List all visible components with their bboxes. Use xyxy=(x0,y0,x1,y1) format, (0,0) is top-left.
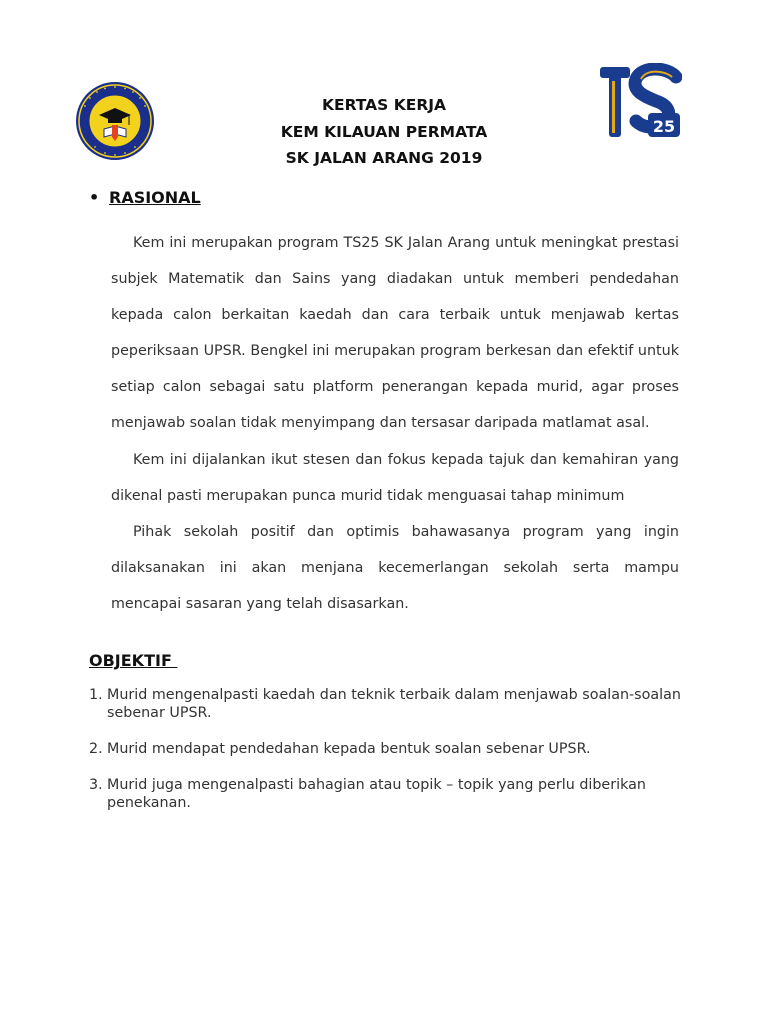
title-line-1: KERTAS KERJA xyxy=(321,96,447,114)
objektif-item-1 xyxy=(89,686,689,722)
bullet-icon: • xyxy=(89,188,100,207)
rasional-paragraph-2: Kem ini dijalankan ikut stesen dan fokus kepada tajuk dan kemahiran yang dikenal pasti merupakan punca murid tidak menguasai tahap minimum xyxy=(111,452,679,504)
objektif-item-text: Murid mendapat pendedahan kepada bentuk soalan sebenar UPSR. xyxy=(107,741,591,757)
title-line-2: KEM KILAUAN PERMATA xyxy=(280,122,488,141)
objektif-item-3 xyxy=(89,776,689,812)
objektif-item-2 xyxy=(89,740,689,758)
rasional-paragraph-3: Pihak sekolah positif dan optimis bahawasanya program yang ingin dilaksanakan ini akan menjana kecemerlangan sekolah serta mampu mencapai sasaran yang telah disasarkan. xyxy=(111,524,679,612)
title-line-3: SK JALAN ARANG 2019 xyxy=(285,149,483,167)
objektif-list xyxy=(89,686,689,830)
svg-text:25: 25 xyxy=(652,117,676,136)
rasional-heading xyxy=(89,188,201,207)
objektif-item-text: Murid juga mengenalpasti bahagian atau topik – topik yang perlu diberikan penekanan. xyxy=(107,777,646,811)
document-title xyxy=(0,92,768,172)
rasional-heading-text: RASIONAL xyxy=(109,188,201,207)
objektif-item-text: Murid mengenalpasti kaedah dan teknik terbaik dalam menjawab soalan-soalan sebenar UPSR. xyxy=(107,687,681,721)
objektif-item-number: 2. xyxy=(89,741,103,757)
objektif-heading: OBJEKTIF xyxy=(89,651,178,670)
rasional-paragraph-1: Kem ini merupakan program TS25 SK Jalan Arang untuk meningkat prestasi subjek Matematik dan Sains yang diadakan untuk memberi pendedahan kepada calon berkaitan kaedah dan cara terbaik untuk menjawab kertas peperiksaan UPSR. Bengkel ini merupakan program berkesan dan efektif untuk setiap calon sebagai satu platform penerangan kepada murid, agar proses menjawab soalan tidak menyimpang dan tersasar daripada matlamat asal. xyxy=(111,235,679,431)
objektif-item-number: 3. xyxy=(89,777,103,793)
objektif-item-number: 1. xyxy=(89,687,103,703)
